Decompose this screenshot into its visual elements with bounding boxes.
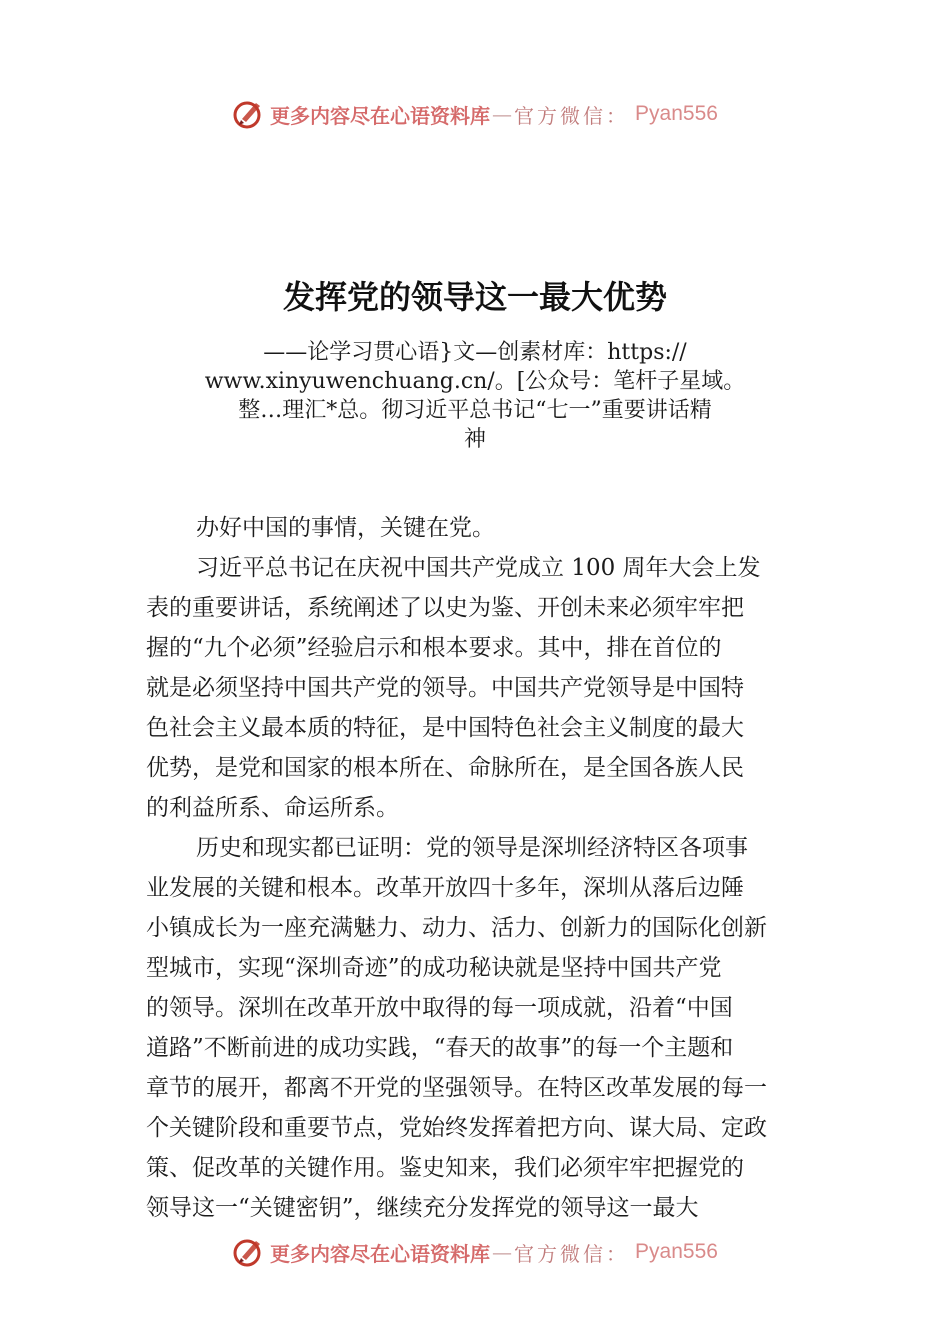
body-line: 策、促改革的关键作用。鉴史知来，我们必须牢牢把握党的 — [146, 1155, 744, 1181]
body-line: 握的“九个必须”经验启示和根本要求。其中，排在首位的 — [146, 635, 722, 661]
banner-slogan: 更多内容尽在心语资料库 — [270, 1241, 491, 1266]
body-line: 表的重要讲话，系统阐述了以史为鉴、开创未来必须牢牢把 — [146, 595, 744, 621]
banner-wechat-id: Pyan556 — [635, 1240, 718, 1263]
banner-wechat-label: 官方微信： — [514, 1241, 630, 1266]
body-line: 章节的展开，都离不开党的坚强领导。在特区改革发展的每一 — [146, 1075, 767, 1101]
subtitle-line: ——论学习贯心语}文—创素材库：https:// — [263, 340, 687, 365]
banner-wechat-label: 官方微信： — [514, 103, 630, 128]
body-line: 型城市，实现“深圳奇迹”的成功秘诀就是坚持中国共产党 — [146, 955, 722, 981]
body-line: 历史和现实都已证明：党的领导是深圳经济特区各项事 — [196, 835, 748, 861]
body-line: 领导这一“关键密钥”，继续充分发挥党的领导这一最大 — [146, 1195, 699, 1221]
body-line: 习近平总书记在庆祝中国共产党成立 100 周年大会上发 — [196, 555, 761, 581]
body-line: 优势，是党和国家的根本所在、命脉所在，是全国各族人民 — [146, 755, 744, 781]
subtitle-line: 神 — [463, 427, 486, 452]
body-line: 小镇成长为一座充满魅力、动力、活力、创新力的国际化创新 — [146, 915, 767, 941]
body-line: 就是必须坚持中国共产党的领导。中国共产党领导是中国特 — [146, 675, 744, 701]
banner-wechat-id: Pyan556 — [635, 102, 718, 125]
body-line: 办好中国的事情，关键在党。 — [196, 515, 495, 541]
page-title: 发挥党的领导这一最大优势 — [282, 278, 667, 316]
banner-slogan: 更多内容尽在心语资料库 — [270, 103, 491, 128]
footer-banner — [0, 1232, 950, 1272]
pen-logo-icon — [232, 97, 266, 131]
body-line: 个关键阶段和重要节点，党始终发挥着把方向、谋大局、定政 — [146, 1115, 767, 1141]
banner-dash: — — [492, 102, 513, 126]
body-line: 道路”不断前进的成功实践，“春天的故事”的每一个主题和 — [146, 1035, 734, 1061]
header-banner — [0, 94, 950, 134]
body-line: 的利益所系、命运所系。 — [146, 795, 399, 821]
body-line: 色社会主义最本质的特征，是中国特色社会主义制度的最大 — [146, 715, 744, 741]
body-line: 业发展的关键和根本。改革开放四十多年，深圳从落后边陲 — [146, 875, 744, 901]
subtitle — [178, 338, 772, 454]
subtitle-line: www.xinyuwenchuang.cn/。[公众号：笔杆子星域。 — [204, 369, 746, 394]
pen-logo-icon — [232, 1235, 266, 1269]
article-body — [146, 508, 826, 1228]
subtitle-line: 整…理汇*总。彻习近平总书记“七一”重要讲话精 — [238, 398, 712, 423]
body-line: 的领导。深圳在改革开放中取得的每一项成就，沿着“中国 — [146, 995, 733, 1021]
banner-dash: — — [492, 1240, 513, 1264]
